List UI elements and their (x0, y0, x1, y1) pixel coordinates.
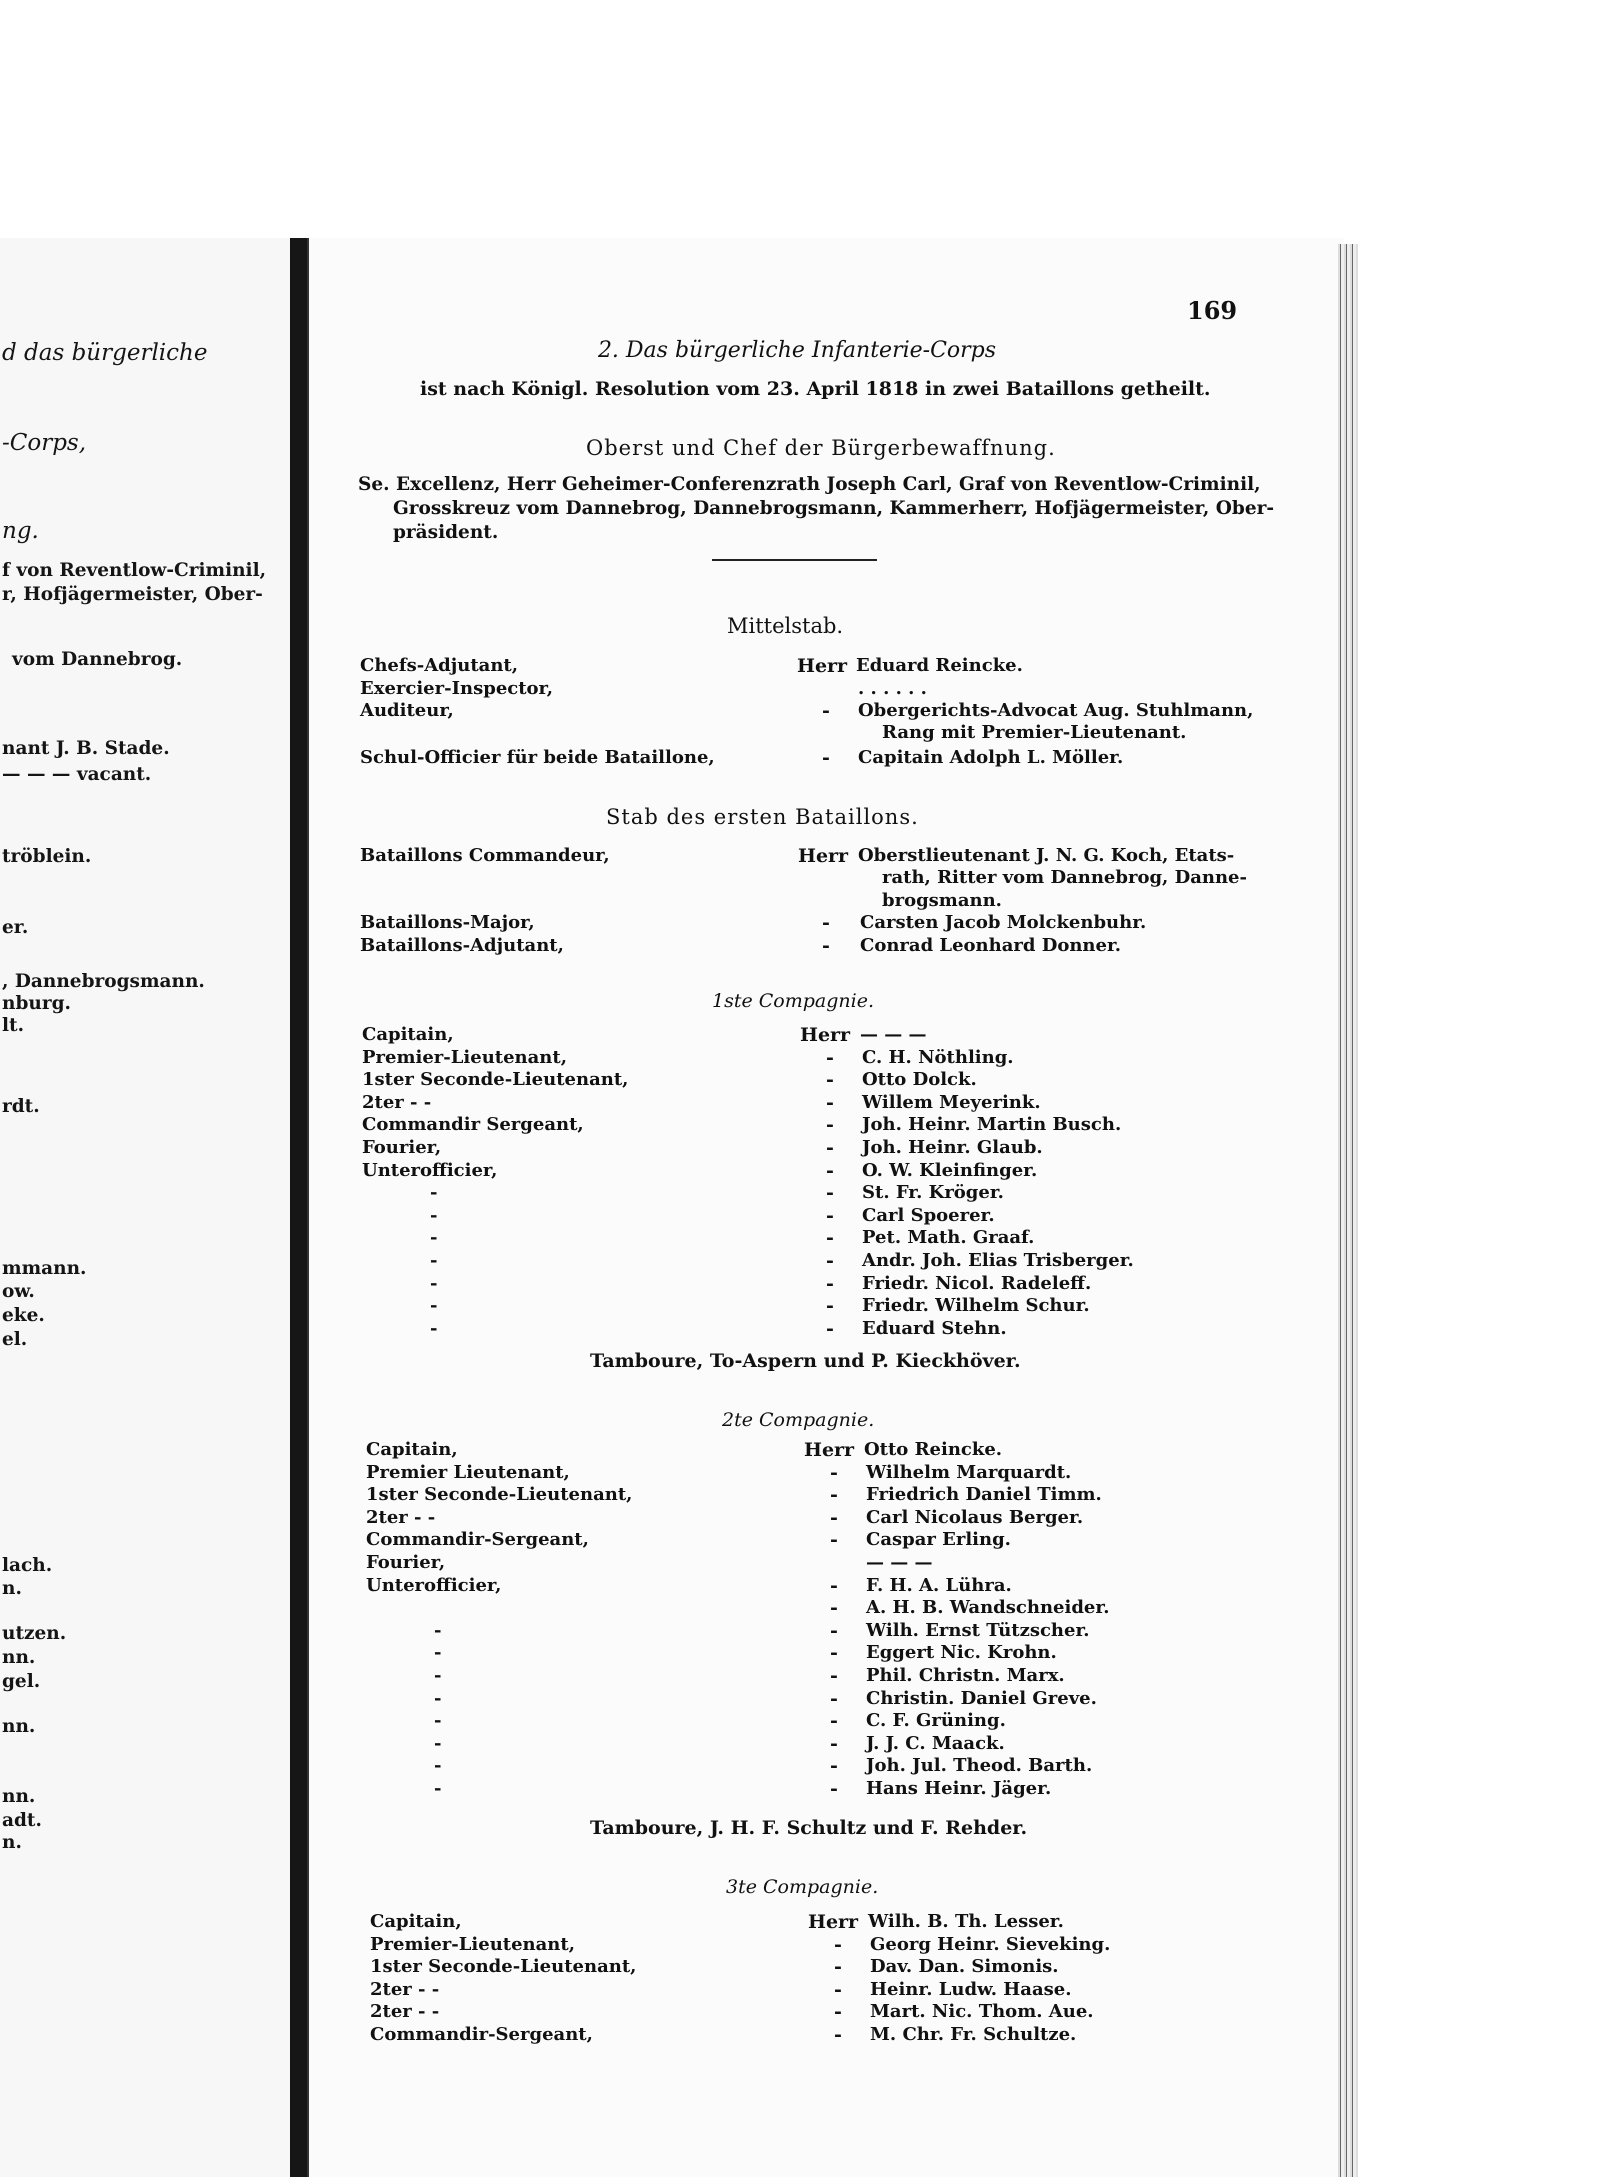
person-name: Heinr. Ludw. Haase. (870, 1978, 1072, 2000)
rank-ditto: - (434, 1732, 442, 1754)
herr-label: Herr (804, 1439, 855, 1461)
person-name: brogsmann. (882, 890, 1002, 911)
section-rule (712, 559, 877, 561)
herr-label: Herr (808, 1911, 859, 1933)
rank-label: Capitain, (362, 1024, 454, 1045)
person-name: Friedrich Daniel Timm. (866, 1484, 1102, 1506)
rank-label: Bataillons-Major, (360, 912, 535, 933)
ditto-mark: - (826, 1295, 834, 1318)
herr-label: Herr (798, 845, 849, 867)
ditto-mark: - (826, 1272, 834, 1295)
person-name: Wilhelm Marquardt. (866, 1461, 1072, 1483)
ditto-mark: - (826, 1204, 834, 1227)
rank-label: 2ter - - (370, 1978, 440, 2000)
left-page-line: d das bürgerliche (2, 340, 208, 366)
company-heading: 3te Compagnie. (726, 1876, 879, 1898)
ditto-mark: - (830, 1529, 838, 1552)
rank-ditto: - (430, 1204, 438, 1226)
left-page-line: lt. (2, 1015, 25, 1036)
left-page-line: nant J. B. Stade. (2, 738, 170, 759)
person-name: Eduard Reincke. (856, 655, 1023, 676)
person-name: Carl Spoerer. (862, 1204, 995, 1226)
rank-label: Schul-Officier für beide Bataillone, (360, 747, 715, 768)
left-page-line: n. (2, 1578, 22, 1599)
person-name: Friedr. Wilhelm Schur. (862, 1295, 1090, 1317)
rank-label: Bataillons Commandeur, (360, 845, 610, 866)
ditto-mark: - (830, 1642, 838, 1665)
left-page-line: rdt. (2, 1096, 40, 1117)
person-name: Willem Meyerink. (862, 1091, 1041, 1113)
person-name: Carl Nicolaus Berger. (866, 1506, 1084, 1528)
ditto-mark: - (830, 1732, 838, 1755)
rank-label: Unterofficier, (362, 1159, 498, 1181)
ditto-mark: - (822, 747, 830, 769)
person-name: Capitain Adolph L. Möller. (858, 747, 1124, 768)
page-title (0, 338, 1600, 363)
left-page-line: eke. (2, 1305, 45, 1326)
ditto-mark: - (826, 1317, 834, 1340)
person-name: Dav. Dan. Simonis. (870, 1956, 1059, 1978)
left-page-line: nn. (2, 1786, 36, 1807)
left-page-line: utzen. (2, 1623, 67, 1644)
rank-label: Premier-Lieutenant, (370, 1933, 575, 1955)
person-name: Conrad Leonhard Donner. (860, 935, 1122, 956)
person-name: M. Chr. Fr. Schultze. (870, 2024, 1077, 2045)
person-name: Christin. Daniel Greve. (866, 1687, 1097, 1709)
ditto-mark: - (830, 1619, 838, 1642)
ditto-mark: - (830, 1755, 838, 1778)
left-page-line: adt. (2, 1810, 42, 1831)
rank-ditto: - (434, 1619, 442, 1641)
left-page-line: gel. (2, 1671, 41, 1692)
chief-line-2: Grosskreuz vom Dannebrog, Dannebrogsmann, Kammerherr, Hofjägermeister, Ober- (393, 498, 1275, 519)
rank-ditto: - (434, 1710, 442, 1732)
person-name: . . . . . . (858, 678, 927, 699)
person-name: Joh. Heinr. Martin Busch. (862, 1114, 1122, 1136)
person-name: O. W. Kleinfinger. (862, 1159, 1038, 1181)
ditto-mark: - (830, 1710, 838, 1733)
ditto-mark: - (826, 1114, 834, 1137)
person-name: — — — (866, 1552, 933, 1573)
person-name: Georg Heinr. Sieveking. (870, 1933, 1111, 1955)
person-name: Pet. Math. Graaf. (862, 1227, 1035, 1249)
left-page-line: er. (2, 917, 29, 938)
company-heading: 1ste Compagnie. (712, 990, 875, 1012)
rank-label: 1ster Seconde-Lieutenant, (370, 1956, 637, 1978)
rank-label: Auditeur, (360, 700, 454, 721)
person-name: Otto Reincke. (864, 1439, 1003, 1460)
person-name: Otto Dolck. (862, 1069, 977, 1091)
rank-label: Chefs-Adjutant, (360, 655, 519, 676)
ditto-mark: - (830, 1597, 838, 1620)
person-name: Eggert Nic. Krohn. (866, 1642, 1057, 1664)
ditto-mark: - (826, 1069, 834, 1092)
left-page-line: nn. (2, 1716, 36, 1737)
rank-ditto: - (434, 1665, 442, 1686)
rank-ditto: - (434, 1687, 442, 1709)
person-name: Wilh. B. Th. Lesser. (868, 1911, 1064, 1932)
rank-label: Bataillons-Adjutant, (360, 935, 564, 956)
ditto-mark: - (834, 1933, 842, 1956)
ditto-mark: - (830, 1778, 838, 1800)
person-name: Phil. Christn. Marx. (866, 1665, 1065, 1686)
rank-ditto: - (434, 1642, 442, 1664)
herr-label: Herr (797, 655, 848, 677)
ditto-mark: - (826, 1250, 834, 1272)
person-name: C. H. Nöthling. (862, 1046, 1014, 1068)
left-page-line: ow. (2, 1281, 35, 1302)
left-page-line: , Dannebrogsmann. (2, 971, 205, 992)
person-name: Mart. Nic. Thom. Aue. (870, 2001, 1094, 2023)
person-name: Obergerichts-Advocat Aug. Stuhlmann, (858, 700, 1254, 721)
person-name: Joh. Jul. Theod. Barth. (866, 1755, 1093, 1777)
ditto-mark: - (826, 1227, 834, 1250)
person-name: Friedr. Nicol. Radeleff. (862, 1272, 1092, 1294)
ditto-mark: - (822, 912, 830, 934)
ditto-mark: - (834, 1978, 842, 2001)
section-heading-stab: Stab des ersten Bataillons. (606, 805, 919, 829)
rank-label: 1ster Seconde-Lieutenant, (366, 1484, 633, 1506)
person-name: Caspar Erling. (866, 1529, 1011, 1551)
rank-label: 2ter - - (366, 1506, 436, 1528)
left-page-line: ng. (2, 518, 39, 544)
person-name: Eduard Stehn. (862, 1317, 1007, 1339)
rank-label: Commandir-Sergeant, (366, 1529, 589, 1551)
rank-ditto: - (434, 1755, 442, 1777)
person-name: Andr. Joh. Elias Trisberger. (862, 1250, 1134, 1271)
title-text: 2. Das bürgerliche Infanterie-Corps (597, 338, 997, 363)
chief-heading: Oberst und Chef der Bürgerbewaffnung. (586, 436, 1056, 460)
tamboure-line: Tamboure, J. H. F. Schultz und F. Rehder. (590, 1817, 1028, 1839)
company-heading: 2te Compagnie. (722, 1409, 875, 1431)
left-page-line: tröblein. (2, 846, 92, 867)
page-gutter-shadow (290, 238, 308, 2177)
ditto-mark: - (830, 1574, 838, 1597)
person-name: Carsten Jacob Molckenbuhr. (860, 912, 1147, 933)
left-page-line: mmann. (2, 1258, 87, 1279)
tamboure-line: Tamboure, To-Aspern und P. Kieckhöver. (590, 1350, 1021, 1372)
rank-label: 2ter - - (370, 2001, 440, 2023)
ditto-mark: - (834, 1956, 842, 1979)
chief-line-1: Se. Excellenz, Herr Geheimer-Conferenzrath Joseph Carl, Graf von Reventlow-Criminil, (358, 474, 1261, 495)
ditto-mark: - (830, 1506, 838, 1529)
rank-label: 2ter - - (362, 1091, 432, 1113)
person-name: — — — (860, 1024, 927, 1045)
ditto-mark: - (826, 1182, 834, 1205)
ditto-mark: - (830, 1484, 838, 1507)
left-page-line: nburg. (2, 993, 71, 1014)
rank-label: Commandir Sergeant, (362, 1114, 584, 1136)
ditto-mark: - (826, 1137, 834, 1159)
herr-label: Herr (800, 1024, 851, 1046)
person-name: St. Fr. Kröger. (862, 1182, 1004, 1204)
rank-label: Fourier, (362, 1137, 442, 1158)
rank-label: Fourier, (366, 1552, 446, 1573)
rank-ditto: - (430, 1272, 438, 1294)
rank-ditto: - (430, 1295, 438, 1317)
chief-line-3: präsident. (393, 522, 499, 543)
rank-label: Capitain, (370, 1911, 462, 1932)
left-page-line: -Corps, (2, 430, 87, 456)
person-name: Oberstlieutenant J. N. G. Koch, Etats- (858, 845, 1235, 866)
ditto-mark: - (834, 2001, 842, 2024)
ditto-mark: - (830, 1665, 838, 1687)
person-name: Rang mit Premier-Lieutenant. (882, 722, 1187, 743)
ditto-mark: - (826, 1046, 834, 1069)
ditto-mark: - (826, 1159, 834, 1182)
person-name: rath, Ritter vom Dannebrog, Danne- (882, 867, 1247, 888)
rank-label: Unterofficier, (366, 1574, 502, 1596)
left-page-line: f von Reventlow-Criminil, (2, 560, 267, 581)
rank-ditto: - (430, 1317, 438, 1339)
ditto-mark: - (822, 935, 830, 957)
person-name: F. H. A. Lühra. (866, 1574, 1012, 1596)
person-name: Hans Heinr. Jäger. (866, 1778, 1052, 1799)
left-page-line: lach. (2, 1555, 53, 1576)
rank-ditto: - (430, 1182, 438, 1204)
rank-ditto: - (430, 1250, 438, 1271)
left-page-line: — — — vacant. (2, 764, 152, 785)
ditto-mark: - (822, 700, 830, 722)
left-page-line: r, Hofjägermeister, Ober- (2, 584, 263, 605)
page-number: 169 (1187, 296, 1238, 325)
rank-label: 1ster Seconde-Lieutenant, (362, 1069, 629, 1091)
rank-label: Capitain, (366, 1439, 458, 1460)
ditto-mark: - (830, 1461, 838, 1484)
left-page-line: vom Dannebrog. (12, 649, 183, 670)
page-edges (1338, 244, 1358, 2177)
ditto-mark: - (830, 1687, 838, 1710)
left-page-line: n. (2, 1832, 22, 1853)
page-subtitle: ist nach Königl. Resolution vom 23. April 1818 in zwei Bataillons getheilt. (420, 378, 1211, 400)
person-name: Wilh. Ernst Tützscher. (866, 1619, 1090, 1641)
rank-label: Premier Lieutenant, (366, 1461, 570, 1483)
person-name: J. J. C. Maack. (866, 1732, 1005, 1754)
rank-label: Exercier-Inspector, (360, 678, 553, 699)
section-heading-mittelstab: Mittelstab. (727, 614, 844, 638)
person-name: A. H. B. Wandschneider. (866, 1597, 1110, 1619)
scan-margin (1358, 244, 1600, 2177)
person-name: C. F. Grüning. (866, 1710, 1006, 1732)
ditto-mark: - (834, 2024, 842, 2046)
left-page-line: el. (2, 1329, 28, 1350)
ditto-mark: - (826, 1091, 834, 1114)
left-page-line: nn. (2, 1647, 36, 1668)
rank-label: Commandir-Sergeant, (370, 2024, 593, 2045)
rank-ditto: - (430, 1227, 438, 1249)
left-page-fragment (0, 238, 290, 2177)
person-name: Joh. Heinr. Glaub. (862, 1137, 1043, 1158)
rank-label: Premier-Lieutenant, (362, 1046, 567, 1068)
rank-ditto: - (434, 1778, 442, 1799)
